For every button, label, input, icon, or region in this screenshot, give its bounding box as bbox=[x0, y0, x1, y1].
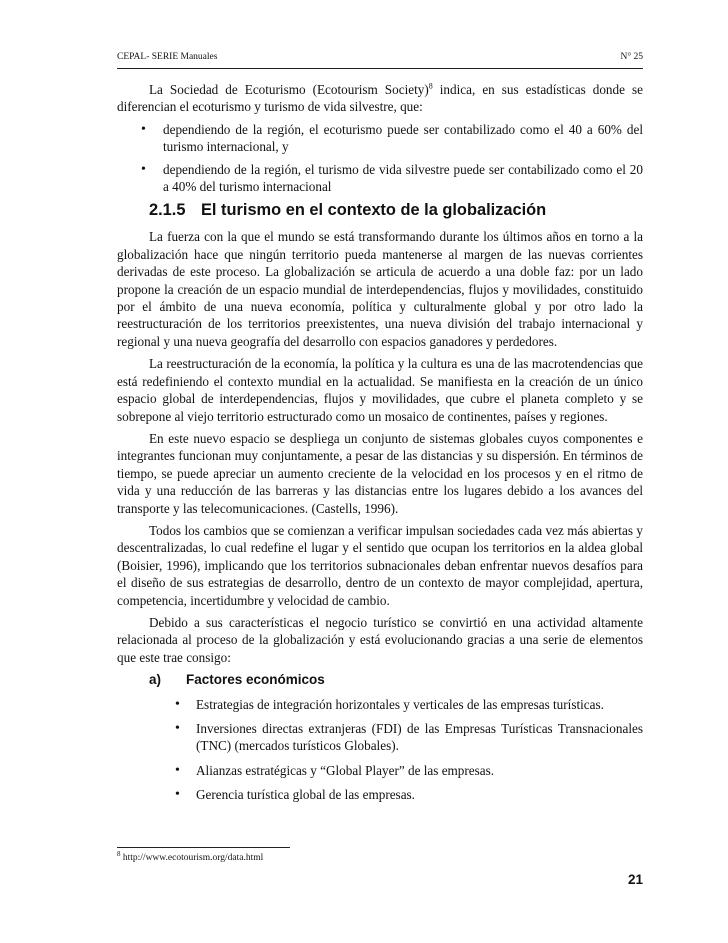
footnote bbox=[117, 849, 264, 863]
list-item: • Estrategias de integración horizontales y verticales de las empresas turísticas. bbox=[175, 696, 604, 712]
list-item: • Alianzas estratégicas y “Global Player” de las empresas. bbox=[175, 762, 495, 778]
bullet-icon: • bbox=[141, 161, 146, 177]
subsection-label: a) bbox=[149, 672, 162, 688]
economic-factors-list bbox=[117, 696, 643, 804]
statistics-list bbox=[117, 121, 643, 196]
list-item: • Inversiones directas extranjeras (FDI) de las Empresas Turísticas Transnacionales (TNC) (mercados turísticos Globales). bbox=[175, 721, 643, 754]
bullet-icon: • bbox=[175, 721, 180, 736]
section-heading bbox=[149, 200, 643, 220]
subsection-heading bbox=[149, 671, 643, 688]
list-item: • Gerencia turística global de las empresas. bbox=[175, 787, 415, 803]
body-paragraph: Todos los cambios que se comienzan a verificar impulsan sociedades cada vez más abiertas y descentralizadas, lo cual redefine el lugar y el sentido que ocupan los territorios en la aldea global (Boisier, 1996), implicando que los territorios subnacionales deban enfrentar nuevos desafíos para el diseño de sus estrategias de desarrollo, dentro de un contexto de mayor complejidad, apertura, competencia, incertidumbre y velocidad de cambio. bbox=[117, 522, 643, 608]
body-paragraph: En este nuevo espacio se despliega un conjunto de sistemas globales cuyos componentes e integrantes funcionan muy conjuntamente, a pesar de las distancias y su dispersión. En términos de tiempo, se puede apreciar un aumento creciente de la velocidad en los procesos y en el ritmo de vida y una reducción de las barreras y las distancias entre los lugares debido a los avances del transporte y las telecomunicaciones. (Castells, 1996). bbox=[117, 430, 643, 516]
header-issue-number: N° 25 bbox=[620, 52, 643, 62]
body-paragraph: La fuerza con la que el mundo se está transformando durante los últimos años en torno a la globalización hace que ningún territorio pueda mantenerse al margen de las nuevas corrientes derivadas de este proceso. La globalización se articula de acuerdo a una doble faz: por un lado propone la creación de un espacio mundial de interdependencias, flujos y movilidades, constituido por el ámbito de una nueva economía, política y culturalmente global y por otro lado la reestructuración de los territorios preexistentes, una nueva división del trabajo internacional y regional y una nueva geografía del desarrollo con espacios ganadores y perdedores. bbox=[117, 229, 643, 349]
list-item: • dependiendo de la región, el ecoturismo puede ser contabilizado como el 40 a 60% del turismo internacional, y bbox=[141, 121, 643, 155]
body-paragraph: Debido a sus características el negocio turístico se convirtió en una actividad altamente relacionada al proceso de la globalización y está evolucionando gracias a una serie de elementos que este trae consigo: bbox=[117, 614, 643, 665]
footnote-divider bbox=[117, 847, 290, 848]
page-number: 21 bbox=[627, 872, 643, 887]
body-paragraph: La reestructuración de la economía, la política y la cultura es una de las macrotendencias que está redefiniendo el contexto mundial en la actualidad. Se manifiesta en la creación de un único espacio global de interdependencias, flujos y movilidades, que cubre el planeta completo y se sobrepone al viejo territorio estructurado como un mosaico de continentes, países y regiones. bbox=[117, 356, 643, 424]
section-number: 2.1.5 bbox=[149, 201, 186, 220]
subsection-title: Factores económicos bbox=[186, 672, 325, 688]
footnote-link[interactable]: http://www.ecotourism.org/data.html bbox=[120, 853, 264, 863]
list-item: • dependiendo de la región, el turismo de vida silvestre puede ser contabilizado como el 20 a 40% del turismo internacional bbox=[141, 161, 643, 195]
intro-paragraph: La Sociedad de Ecoturismo (Ecotourism Society)$^8$ indica, en sus estadísticas donde se diferencian el ecoturismo y turismo de vida silvestre, que: bbox=[117, 81, 643, 115]
page-header bbox=[117, 52, 643, 69]
section-title: El turismo en el contexto de la globalización bbox=[201, 201, 547, 220]
footnote-marker: 8 bbox=[117, 849, 121, 858]
bullet-icon: • bbox=[175, 696, 180, 712]
bullet-icon: • bbox=[175, 762, 180, 778]
bullet-icon: • bbox=[141, 121, 146, 137]
bullet-icon: • bbox=[175, 787, 180, 803]
page-body bbox=[117, 81, 643, 811]
header-series-title: CEPAL- SERIE Manuales bbox=[117, 52, 218, 62]
footnote-reference[interactable]: 8 bbox=[428, 81, 433, 91]
